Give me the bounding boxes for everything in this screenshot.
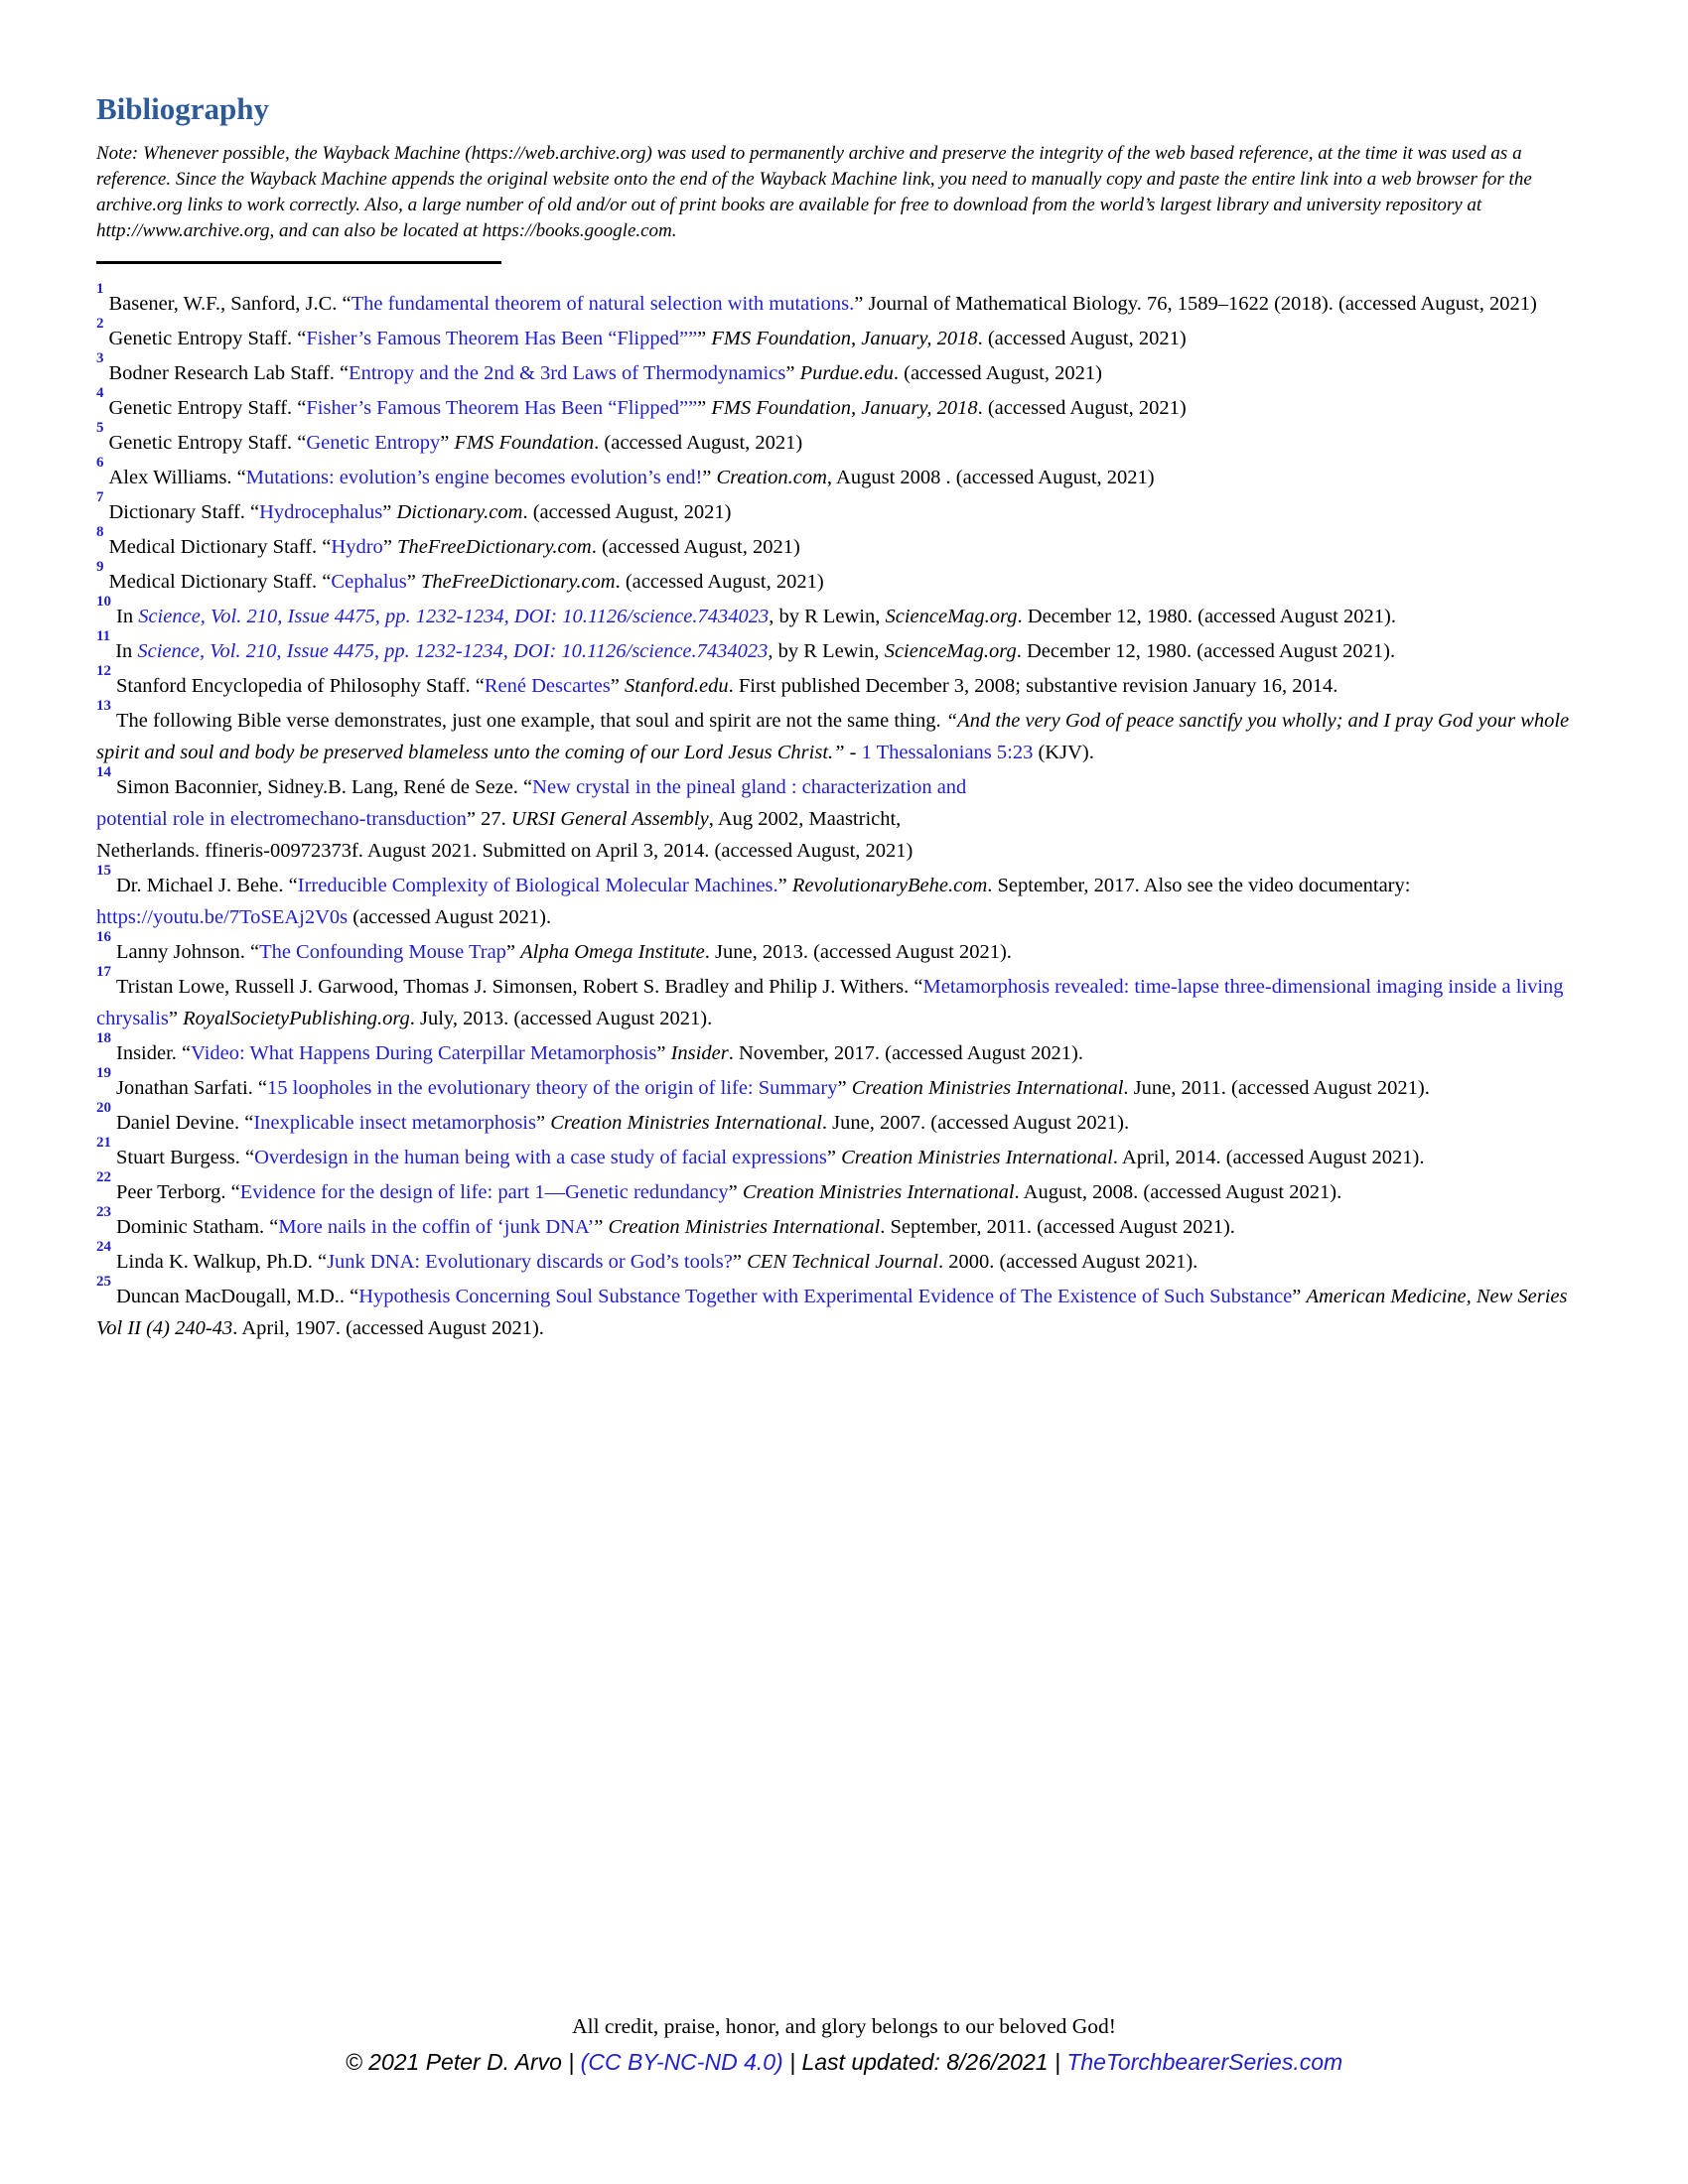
page-title: Bibliography <box>96 91 269 126</box>
text-segment: ” <box>702 467 717 489</box>
reference-item <box>96 559 1592 598</box>
text-segment: Purdue.edu <box>799 362 894 385</box>
reference-item <box>96 863 1592 933</box>
reference-link[interactable]: Cephalus <box>331 571 407 594</box>
reference-item <box>96 489 1592 528</box>
text-segment: ” <box>594 1216 609 1239</box>
text-segment: Jonathan Sarfati. “ <box>116 1077 267 1100</box>
reference-item <box>96 524 1592 563</box>
text-segment: , by R Lewin, <box>768 640 885 663</box>
references-list <box>96 281 1592 1344</box>
text-segment: . June, 2013. (accessed August 2021). <box>704 941 1012 964</box>
text-segment: URSI General Assembly <box>510 808 709 831</box>
text-segment: ” <box>168 1008 184 1030</box>
reference-link[interactable]: Metamorphosis revealed: time-lapse three-dimensional imaging inside a living chrysalis <box>96 976 1564 1030</box>
reference-item <box>96 385 1592 424</box>
reference-item <box>96 1274 1592 1344</box>
reference-link[interactable]: Mutations: evolution’s engine becomes evolution’s end! <box>245 467 703 489</box>
footnote-number: 13 <box>96 698 111 715</box>
text-segment: ” <box>837 1077 852 1100</box>
reference-item <box>96 281 1592 320</box>
reference-item <box>96 455 1592 493</box>
reference-item <box>96 663 1592 702</box>
text-segment: Creation Ministries International <box>851 1077 1124 1100</box>
text-segment: ” <box>535 1112 551 1135</box>
text-segment: ” Journal of Mathematical Biology. 76, 1589–1622 (2018). (accessed August, 2021) <box>854 293 1537 316</box>
text-segment: Stanford.edu <box>625 675 729 698</box>
text-segment: . April, 2014. (accessed August 2021). <box>1112 1147 1425 1169</box>
reference-item <box>96 350 1592 389</box>
text-segment: . December 12, 1980. (accessed August 2021). <box>1016 640 1396 663</box>
footer-link[interactable]: (CC BY-NC-ND 4.0) <box>580 2049 783 2075</box>
text-segment: . August, 2008. (accessed August 2021). <box>1014 1181 1342 1204</box>
text-segment: ” <box>382 536 398 559</box>
reference-link[interactable]: https://youtu.be/7ToSEAj2V0s <box>96 906 349 929</box>
footnote-number: 7 <box>96 489 104 506</box>
footer-link[interactable]: TheTorchbearerSeries.com <box>1066 2049 1343 2075</box>
footnote-number: 10 <box>96 594 111 611</box>
text-segment: . September, 2011. (accessed August 2021). <box>880 1216 1235 1239</box>
text-segment: The following Bible verse demonstrates, just one example, that soul and spirit are not the same thing. <box>116 710 946 733</box>
reference-item <box>96 1204 1592 1243</box>
text-segment: ” <box>732 1251 748 1274</box>
text-segment: In <box>115 640 138 663</box>
reference-item <box>96 1169 1592 1208</box>
reference-item <box>96 1030 1592 1069</box>
footer-copyright-line <box>0 2045 1688 2079</box>
text-segment: . April, 1907. (accessed August 2021). <box>232 1317 544 1340</box>
footnote-number: 20 <box>96 1100 111 1117</box>
text-segment: RoyalSocietyPublishing.org <box>183 1008 410 1030</box>
reference-link[interactable]: Genetic Entropy <box>306 432 441 455</box>
text-segment: Dictionary Staff. “ <box>108 501 260 524</box>
text-segment: Duncan MacDougall, M.D.. “ <box>116 1286 359 1308</box>
text-segment: Insider. “ <box>116 1042 192 1065</box>
footnote-number: 1 <box>96 281 104 298</box>
text-segment: - <box>844 742 862 764</box>
reference-link[interactable]: Hypothesis Concerning Soul Substance Together with Experimental Evidence of The Existence of Such Substance <box>358 1286 1293 1308</box>
reference-link[interactable]: Video: What Happens During Caterpillar Metamorphosis <box>191 1042 657 1065</box>
reference-link[interactable]: Inexplicable insect metamorphosis <box>253 1112 536 1135</box>
reference-link[interactable]: Evidence for the design of life: part 1—Genetic redundancy <box>239 1181 729 1204</box>
reference-link[interactable]: potential role in electromechano-transduction <box>96 808 467 831</box>
text-segment: ” <box>728 1181 743 1204</box>
note-paragraph: Note: Whenever possible, the Wayback Machine (https://web.archive.org) was used to permanently archive and preserve the integrity of the web based reference, at the time it was used as a reference. Since the Wayback Machine appends the original website onto the end of the Wayback Machine link, you need to manually copy and paste the entire link into a web browser for the archive.org links to work correctly. Also, a large number of old and/or out of print books are available for free to download from the world’s largest library and university repository at http://www.archive.org, and can also be located at https://books.google.com. <box>96 143 1532 242</box>
text-segment: ” <box>697 328 712 350</box>
text-segment: , by R Lewin, <box>769 606 886 628</box>
reference-item <box>96 1239 1592 1278</box>
reference-link[interactable]: Fisher’s Famous Theorem Has Been “Flipped”” <box>306 328 698 350</box>
text-segment: Genetic Entropy Staff. “ <box>108 328 307 350</box>
text-segment: Dictionary.com <box>396 501 523 524</box>
reference-item <box>96 929 1592 968</box>
text-segment: “And the very God of peace sanctify you wholly; and I pray God your whole spirit and soul and body be preserved blameless unto the coming of our Lord Jesus Christ.” <box>96 710 1570 764</box>
text-segment: ” <box>610 675 626 698</box>
footnote-number: 16 <box>96 929 111 946</box>
reference-item <box>96 594 1592 632</box>
reference-item <box>96 420 1592 459</box>
reference-link[interactable]: 15 loopholes in the evolutionary theory of the origin of life: Summary <box>267 1077 838 1100</box>
text-segment: . (accessed August, 2021) <box>594 432 803 455</box>
footnote-number: 11 <box>96 628 111 645</box>
reference-link[interactable]: René Descartes <box>484 675 611 698</box>
reference-link[interactable]: New crystal in the pineal gland : characterization and <box>532 776 967 799</box>
text-segment: Genetic Entropy Staff. “ <box>108 397 307 420</box>
text-segment: . (accessed August, 2021) <box>591 536 800 559</box>
text-segment: Linda K. Walkup, Ph.D. “ <box>116 1251 328 1274</box>
reference-item <box>96 628 1592 667</box>
text-segment: Creation Ministries International <box>608 1216 881 1239</box>
text-segment: ” <box>785 362 800 385</box>
text-segment: Simon Baconnier, Sidney.B. Lang, René de Seze. “ <box>116 776 533 799</box>
text-segment: . July, 2013. (accessed August 2021). <box>409 1008 713 1030</box>
text-segment: TheFreeDictionary.com <box>397 536 592 559</box>
text-segment: . (accessed August, 2021) <box>977 397 1187 420</box>
footnote-number: 18 <box>96 1030 111 1047</box>
reference-link[interactable]: Entropy and the 2nd & 3rd Laws of Thermodynamics <box>349 362 786 385</box>
footnote-number: 9 <box>96 559 104 576</box>
footnote-number: 14 <box>96 764 111 781</box>
text-segment: Tristan Lowe, Russell J. Garwood, Thomas J. Simonsen, Robert S. Bradley and Philip J. Withers. “ <box>116 976 923 999</box>
text-segment: ” <box>1292 1286 1307 1308</box>
text-segment: FMS Foundation, January, 2018 <box>711 397 978 420</box>
text-segment: ” <box>656 1042 671 1065</box>
text-segment: Stanford Encyclopedia of Philosophy Staff. “ <box>116 675 485 698</box>
footnote-number: 2 <box>96 316 104 333</box>
reference-link[interactable]: Science, Vol. 210, Issue 4475, pp. 1232-1234, DOI: 10.1126/science.7434023 <box>138 606 770 628</box>
reference-item <box>96 1100 1592 1139</box>
text-segment: ” <box>382 501 397 524</box>
reference-link[interactable]: More nails in the coffin of ‘junk DNA’ <box>278 1216 595 1239</box>
text-segment: . December 12, 1980. (accessed August 2021). <box>1017 606 1396 628</box>
reference-item <box>96 1135 1592 1173</box>
text-segment: Insider <box>670 1042 729 1065</box>
text-segment: Genetic Entropy Staff. “ <box>108 432 307 455</box>
text-segment: . November, 2017. (accessed August 2021). <box>728 1042 1083 1065</box>
text-segment: ” <box>697 397 712 420</box>
reference-link[interactable]: The fundamental theorem of natural selection with mutations. <box>351 293 855 316</box>
footnote-number: 4 <box>96 385 104 402</box>
text-segment: , Aug 2002, Maastricht, <box>708 808 902 831</box>
reference-link[interactable]: Hydrocephalus <box>259 501 383 524</box>
text-segment: FMS Foundation, January, 2018 <box>711 328 978 350</box>
text-segment: | <box>1054 2049 1067 2075</box>
text-segment: ” <box>406 571 421 594</box>
footnote-number: 21 <box>96 1135 111 1152</box>
text-segment: ScienceMag.org <box>884 640 1017 663</box>
text-segment: ScienceMag.org <box>885 606 1018 628</box>
footnote-number: 24 <box>96 1239 111 1256</box>
text-segment: American Medicine, New Series Vol II (4) 240-43 <box>96 1286 1568 1340</box>
text-segment: . First published December 3, 2008; substantive revision January 16, 2014. <box>728 675 1338 698</box>
text-segment: | Last updated: 8/26/2021 <box>782 2049 1055 2075</box>
footnote-number: 22 <box>96 1169 111 1186</box>
text-segment: Creation.com <box>716 467 827 489</box>
reference-link[interactable]: Irreducible Complexity of Biological Molecular Machines. <box>297 875 778 897</box>
text-segment: . June, 2011. (accessed August 2021). <box>1123 1077 1430 1100</box>
text-segment: ” 27. <box>466 808 511 831</box>
text-segment: ” <box>505 941 521 964</box>
text-segment: ” <box>777 875 792 897</box>
reference-item <box>96 964 1592 1034</box>
text-segment: ” <box>826 1147 842 1169</box>
text-segment: In <box>116 606 139 628</box>
text-segment: . (accessed August, 2021) <box>615 571 824 594</box>
text-segment: Medical Dictionary Staff. “ <box>108 571 332 594</box>
reference-link[interactable]: Hydro <box>331 536 383 559</box>
footnote-number: 15 <box>96 863 111 880</box>
page-footer <box>0 2011 1688 2079</box>
reference-link[interactable]: Science, Vol. 210, Issue 4475, pp. 1232-1234, DOI: 10.1126/science.7434023 <box>137 640 769 663</box>
reference-item <box>96 764 1592 867</box>
footnote-number: 23 <box>96 1204 111 1221</box>
text-segment: . June, 2007. (accessed August 2021). <box>821 1112 1130 1135</box>
text-segment: | <box>568 2049 581 2075</box>
text-segment: Lanny Johnson. “ <box>116 941 260 964</box>
text-segment: FMS Foundation <box>454 432 595 455</box>
text-segment: , August 2008 . (accessed August, 2021) <box>826 467 1155 489</box>
text-segment: . (accessed August, 2021) <box>893 362 1102 385</box>
text-segment: Bodner Research Lab Staff. “ <box>108 362 350 385</box>
reference-link[interactable]: Overdesign in the human being with a case study of facial expressions <box>254 1147 827 1169</box>
footnote-number: 3 <box>96 350 104 367</box>
text-segment: Netherlands. ffineris-00972373f. August 2021. Submitted on April 3, 2014. (accessed August, 2021) <box>96 840 914 863</box>
text-segment: Dominic Statham. “ <box>116 1216 279 1239</box>
text-segment: Creation Ministries International <box>742 1181 1015 1204</box>
text-segment: (KJV). <box>1033 742 1094 764</box>
text-segment: . 2000. (accessed August 2021). <box>937 1251 1198 1274</box>
text-segment: RevolutionaryBehe.com <box>791 875 988 897</box>
text-segment: Dr. Michael J. Behe. “ <box>116 875 298 897</box>
text-segment: . September, 2017. Also see the video documentary: <box>987 875 1411 897</box>
text-segment: Peer Terborg. “ <box>116 1181 240 1204</box>
reference-link[interactable]: Fisher’s Famous Theorem Has Been “Flipped”” <box>306 397 698 420</box>
text-segment: Creation Ministries International <box>550 1112 822 1135</box>
footnote-number: 19 <box>96 1065 111 1082</box>
reference-item <box>96 1065 1592 1104</box>
footnote-number: 25 <box>96 1274 111 1291</box>
reference-link[interactable]: The Confounding Mouse Trap <box>259 941 506 964</box>
text-segment: . (accessed August, 2021) <box>522 501 732 524</box>
text-segment: Medical Dictionary Staff. “ <box>108 536 332 559</box>
text-segment: Stuart Burgess. “ <box>116 1147 255 1169</box>
text-segment: Basener, W.F., Sanford, J.C. “ <box>108 293 352 316</box>
footnote-number: 8 <box>96 524 104 541</box>
text-segment: TheFreeDictionary.com <box>420 571 616 594</box>
footnote-number: 17 <box>96 964 111 981</box>
text-segment: (accessed August 2021). <box>348 906 552 929</box>
footnote-number: 12 <box>96 663 111 680</box>
footnote-separator-rule <box>96 261 501 264</box>
reference-item <box>96 316 1592 354</box>
text-segment: . (accessed August, 2021) <box>977 328 1187 350</box>
text-segment: Daniel Devine. “ <box>116 1112 254 1135</box>
text-segment: Alpha Omega Institute <box>520 941 705 964</box>
text-segment: ” <box>440 432 455 455</box>
reference-item <box>96 698 1592 768</box>
text-segment: Alex Williams. “ <box>108 467 246 489</box>
reference-link[interactable]: 1 Thessalonians 5:23 <box>861 742 1034 764</box>
text-segment: CEN Technical Journal <box>747 1251 938 1274</box>
reference-link[interactable]: Junk DNA: Evolutionary discards or God’s tools? <box>327 1251 733 1274</box>
text-segment: Creation Ministries International <box>841 1147 1113 1169</box>
footnote-number: 5 <box>96 420 104 437</box>
footer-credit-line: All credit, praise, honor, and glory belongs to our beloved God! <box>572 2014 1116 2038</box>
text-segment: © 2021 Peter D. Arvo <box>345 2049 569 2075</box>
footnote-number: 6 <box>96 455 104 472</box>
